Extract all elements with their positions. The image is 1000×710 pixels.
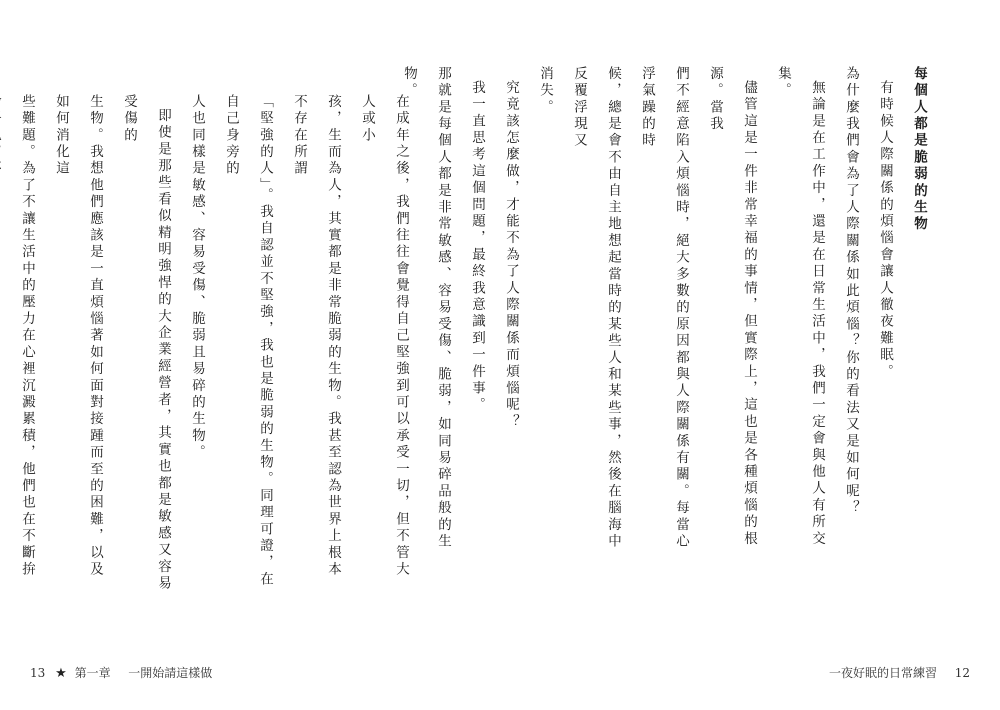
text-line: 們不經意陷入煩惱時，絕大多數的原因都與人際關係有關。每當心浮氣躁的時 xyxy=(639,66,689,551)
page-number: 12 xyxy=(954,666,970,680)
text-line: 「堅強的人」。我自認並不堅強，我也是脆弱的生物。同理可證，在自己身旁的 xyxy=(223,94,273,589)
text-line: 即使是那些看似精明強悍的大企業經營者，其實也都是敏感又容易受傷的 xyxy=(121,94,171,592)
text-line: 我一直思考這個問題，最終我意識到一件事。 xyxy=(469,79,485,414)
text-line: 消失。 xyxy=(537,66,553,117)
star-icon: ★ xyxy=(55,666,67,681)
right-page xyxy=(401,0,1000,710)
text-line: 究竟該怎麼做，才能不為了人際關係而煩惱呢？ xyxy=(503,79,519,431)
text-line: 無論是在工作中，還是在日常生活中，我們一定會與他人有所交集。 xyxy=(775,66,825,548)
text-line: 孩，生而為人，其實都是非常脆弱的生物。我甚至認為世界上根本不存在所謂 xyxy=(291,94,341,579)
page-number: 13 xyxy=(30,666,46,680)
text-line: 生物。我想他們應該是一直煩惱著如何面對接踵而至的困難，以及如何消化這 xyxy=(53,94,103,579)
left-footer xyxy=(30,664,212,681)
text-line: 在成年之後，我們往往會覺得自己堅強到可以承受一切，但不管大人或小 xyxy=(359,94,409,579)
text-line: 儘管這是一件非常幸福的事情，但實際上，這也是各種煩惱的根源。當我 xyxy=(707,66,757,548)
chapter-label: 第一章 xyxy=(74,666,111,680)
right-page-body xyxy=(392,66,936,566)
text-line: 些難題。為了不讓生活中的壓力在心裡沉澱累積，他們也在不斷拚 xyxy=(19,94,35,579)
text-line: 有時候人際關係的煩惱會讓人徹夜難眠。 xyxy=(877,79,893,381)
text-line: 那就是每個人都是非常敏感、容易受傷、脆弱，如同易碎品般的生物。 xyxy=(401,66,451,551)
section-title: 每個人都是脆弱的生物 xyxy=(911,66,927,233)
text-line: 為什麼我們會為了人際關係如此煩惱？你的看法又是如何呢？ xyxy=(843,66,859,517)
text-line: 人也同樣是敏感、容易受傷、脆弱且易碎的生物。 xyxy=(189,94,205,462)
chapter-title: 一開始請這樣做 xyxy=(128,666,213,680)
text-line: 候，總是會不由自主地想起當時的某些人和某些事，然後在腦海中反覆浮現又 xyxy=(571,66,621,551)
right-footer xyxy=(829,664,970,681)
left-page-body xyxy=(0,94,418,594)
book-title: 一夜好眠的日常練習 xyxy=(829,666,938,680)
